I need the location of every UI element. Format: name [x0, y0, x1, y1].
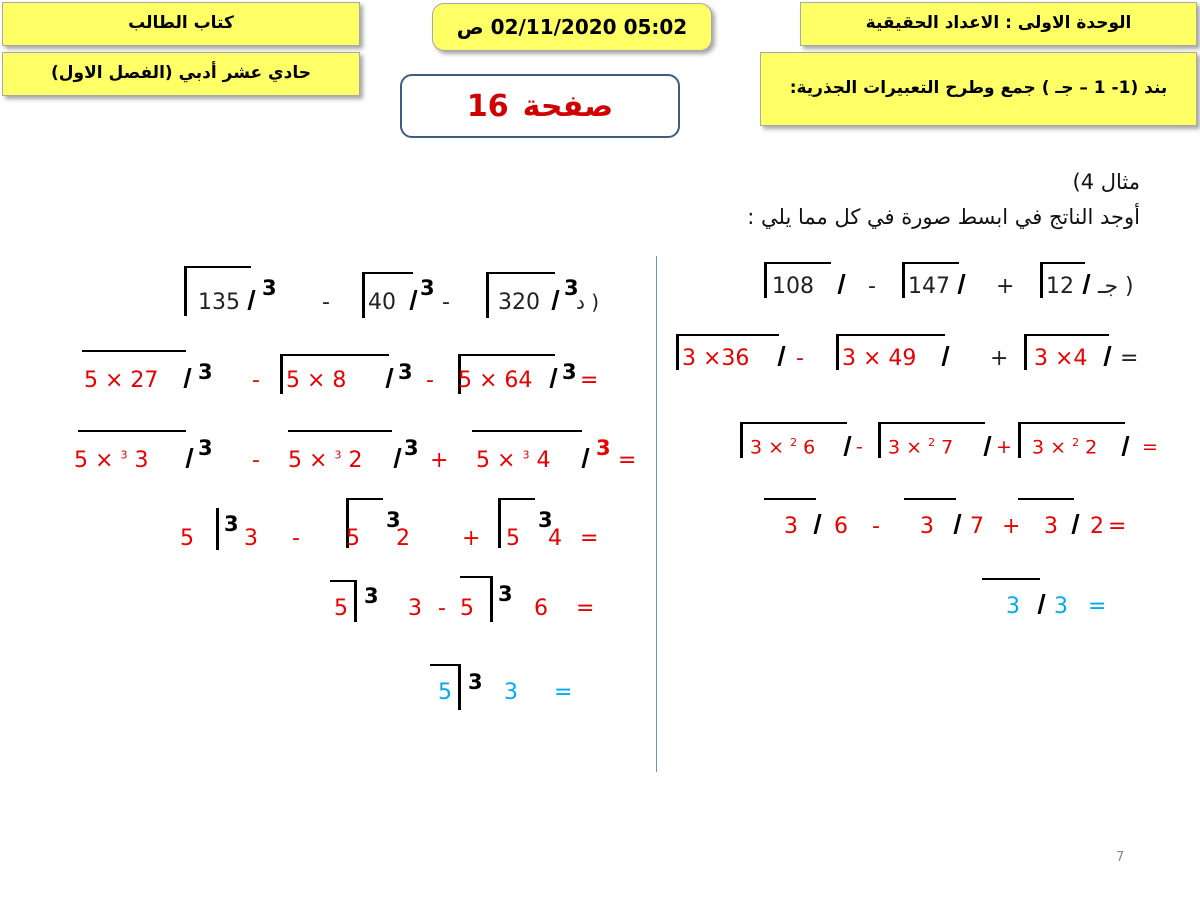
radical-hook — [1038, 594, 1046, 614]
book-title: كتاب الطالب — [128, 13, 234, 34]
radicand: 3 ×36 — [682, 346, 750, 371]
coefficient: 5 — [334, 596, 348, 621]
operator: + — [462, 526, 481, 551]
radical-hook — [814, 514, 822, 534]
radicand: 5 × 8 — [286, 368, 347, 393]
slide-number: 7 — [1116, 850, 1125, 865]
coefficient: 5 — [460, 596, 474, 621]
radicand: 4 — [548, 526, 562, 551]
radical-index: 3 — [398, 360, 413, 384]
section-box — [760, 52, 1197, 126]
radicand: 12 — [1046, 274, 1074, 299]
radicand: 40 — [368, 290, 396, 315]
radicand: 3 × $^2$ 7 — [888, 436, 954, 459]
radical-hook — [582, 448, 590, 468]
operator: - — [252, 368, 260, 393]
radical — [982, 578, 1040, 586]
operator: - — [322, 290, 330, 315]
coefficient: 5 — [346, 526, 360, 551]
radicand: 6 — [834, 514, 848, 539]
radical — [1018, 498, 1074, 506]
radicand: 6 — [534, 596, 548, 621]
operator: - — [856, 436, 863, 458]
operator: + — [996, 436, 1012, 458]
radicand: 3 × $^2$ 6 — [750, 436, 816, 459]
coefficient: 3 — [1006, 594, 1020, 619]
radicand: 147 — [908, 274, 950, 299]
grade-box — [2, 52, 360, 96]
radicand: 3 × $^2$ 2 — [1032, 436, 1098, 459]
radical-index: 3 — [564, 276, 579, 300]
operator: + — [1002, 514, 1021, 539]
radicand: 108 — [772, 274, 814, 299]
radical-index: 3 — [562, 360, 577, 384]
radical — [764, 498, 816, 506]
equals-sign: = — [618, 448, 637, 473]
section-title: بند (1- 1 – جـ ) جمع وطرح التعبيرات الجذرية: — [789, 78, 1168, 99]
radicand: 3 — [504, 680, 518, 705]
radical-index: 3 — [198, 436, 213, 460]
radicand: 3 — [408, 596, 422, 621]
equals-sign: = — [1142, 436, 1158, 458]
radicand: 3 ×4 — [1034, 346, 1088, 371]
radical-hook — [394, 448, 402, 468]
radicand: 3 — [244, 526, 258, 551]
radical-index: 3 — [404, 436, 419, 460]
unit-box — [800, 2, 1197, 46]
radical — [904, 498, 956, 506]
radical-hook — [186, 448, 194, 468]
equals-sign: = — [554, 680, 573, 705]
operator: - — [442, 290, 450, 315]
radicand: 7 — [970, 514, 984, 539]
page-number: 16 — [466, 88, 509, 124]
operator: - — [868, 274, 876, 299]
page-box — [400, 74, 680, 138]
equals-sign: = — [1108, 514, 1127, 539]
instruction-text: أوجد الناتج في ابسط صورة في كل مما يلي : — [747, 205, 1140, 229]
radical-index: 3 — [468, 670, 483, 694]
operator: - — [252, 448, 260, 473]
radicand: 135 — [198, 290, 240, 315]
column-divider — [656, 256, 657, 772]
radical-index: 3 — [420, 276, 435, 300]
radicand: 2 — [1090, 514, 1104, 539]
coefficient: 5 — [180, 526, 194, 551]
radical-index: 3 — [498, 582, 513, 606]
page-label: صفحة — [522, 88, 614, 124]
part-d-label: د ) — [576, 290, 600, 314]
operator: - — [796, 346, 804, 371]
radical-hook — [838, 274, 846, 294]
radical-index: 3 — [198, 360, 213, 384]
equals-sign: = — [580, 368, 599, 393]
coefficient: 3 — [920, 514, 934, 539]
radicand: 2 — [396, 526, 410, 551]
equals-sign: = — [1120, 346, 1139, 371]
operator: - — [872, 514, 880, 539]
operator: + — [430, 448, 449, 473]
operator: + — [996, 274, 1015, 299]
radical — [216, 508, 219, 550]
radicand: 5 × $^3$ 4 — [476, 448, 551, 473]
radical-index: 3 — [386, 508, 401, 532]
operator: - — [426, 368, 434, 393]
radical-index: 3 — [262, 276, 277, 300]
coefficient: 5 — [506, 526, 520, 551]
radicand: 320 — [498, 290, 540, 315]
book-title-box — [2, 2, 360, 46]
radicand: 5 × $^3$ 2 — [288, 448, 363, 473]
radicand: 5 × $^3$ 3 — [74, 448, 149, 473]
coefficient: 3 — [1044, 514, 1058, 539]
operator: - — [292, 526, 300, 551]
radical-index: 3 — [538, 508, 553, 532]
radical-hook — [1072, 514, 1080, 534]
radical-index: 3 — [596, 436, 611, 460]
unit-title: الوحدة الاولى : الاعداد الحقيقية — [865, 13, 1132, 34]
equals-sign: = — [576, 596, 595, 621]
operator: - — [438, 596, 446, 621]
radicand: 3 × 49 — [842, 346, 917, 371]
example-label: مثال 4) — [1072, 170, 1140, 194]
radical-hook — [954, 514, 962, 534]
radical-index: 3 — [364, 584, 379, 608]
grade-label: حادي عشر أدبي (الفصل الاول) — [51, 63, 311, 84]
radicand: 3 — [1054, 594, 1068, 619]
coefficient: 5 — [438, 680, 452, 705]
datetime-box — [432, 3, 712, 51]
equals-sign: = — [580, 526, 599, 551]
equals-sign: = — [1088, 594, 1107, 619]
datetime-label: 05:02 02/11/2020 ص — [456, 14, 688, 39]
coefficient: 3 — [784, 514, 798, 539]
radical-index: 3 — [224, 512, 239, 536]
operator: + — [990, 346, 1009, 371]
radicand: 5 × 64 — [458, 368, 533, 393]
part-c-label: جـ ) — [1098, 274, 1134, 299]
radicand: 5 × 27 — [84, 368, 159, 393]
